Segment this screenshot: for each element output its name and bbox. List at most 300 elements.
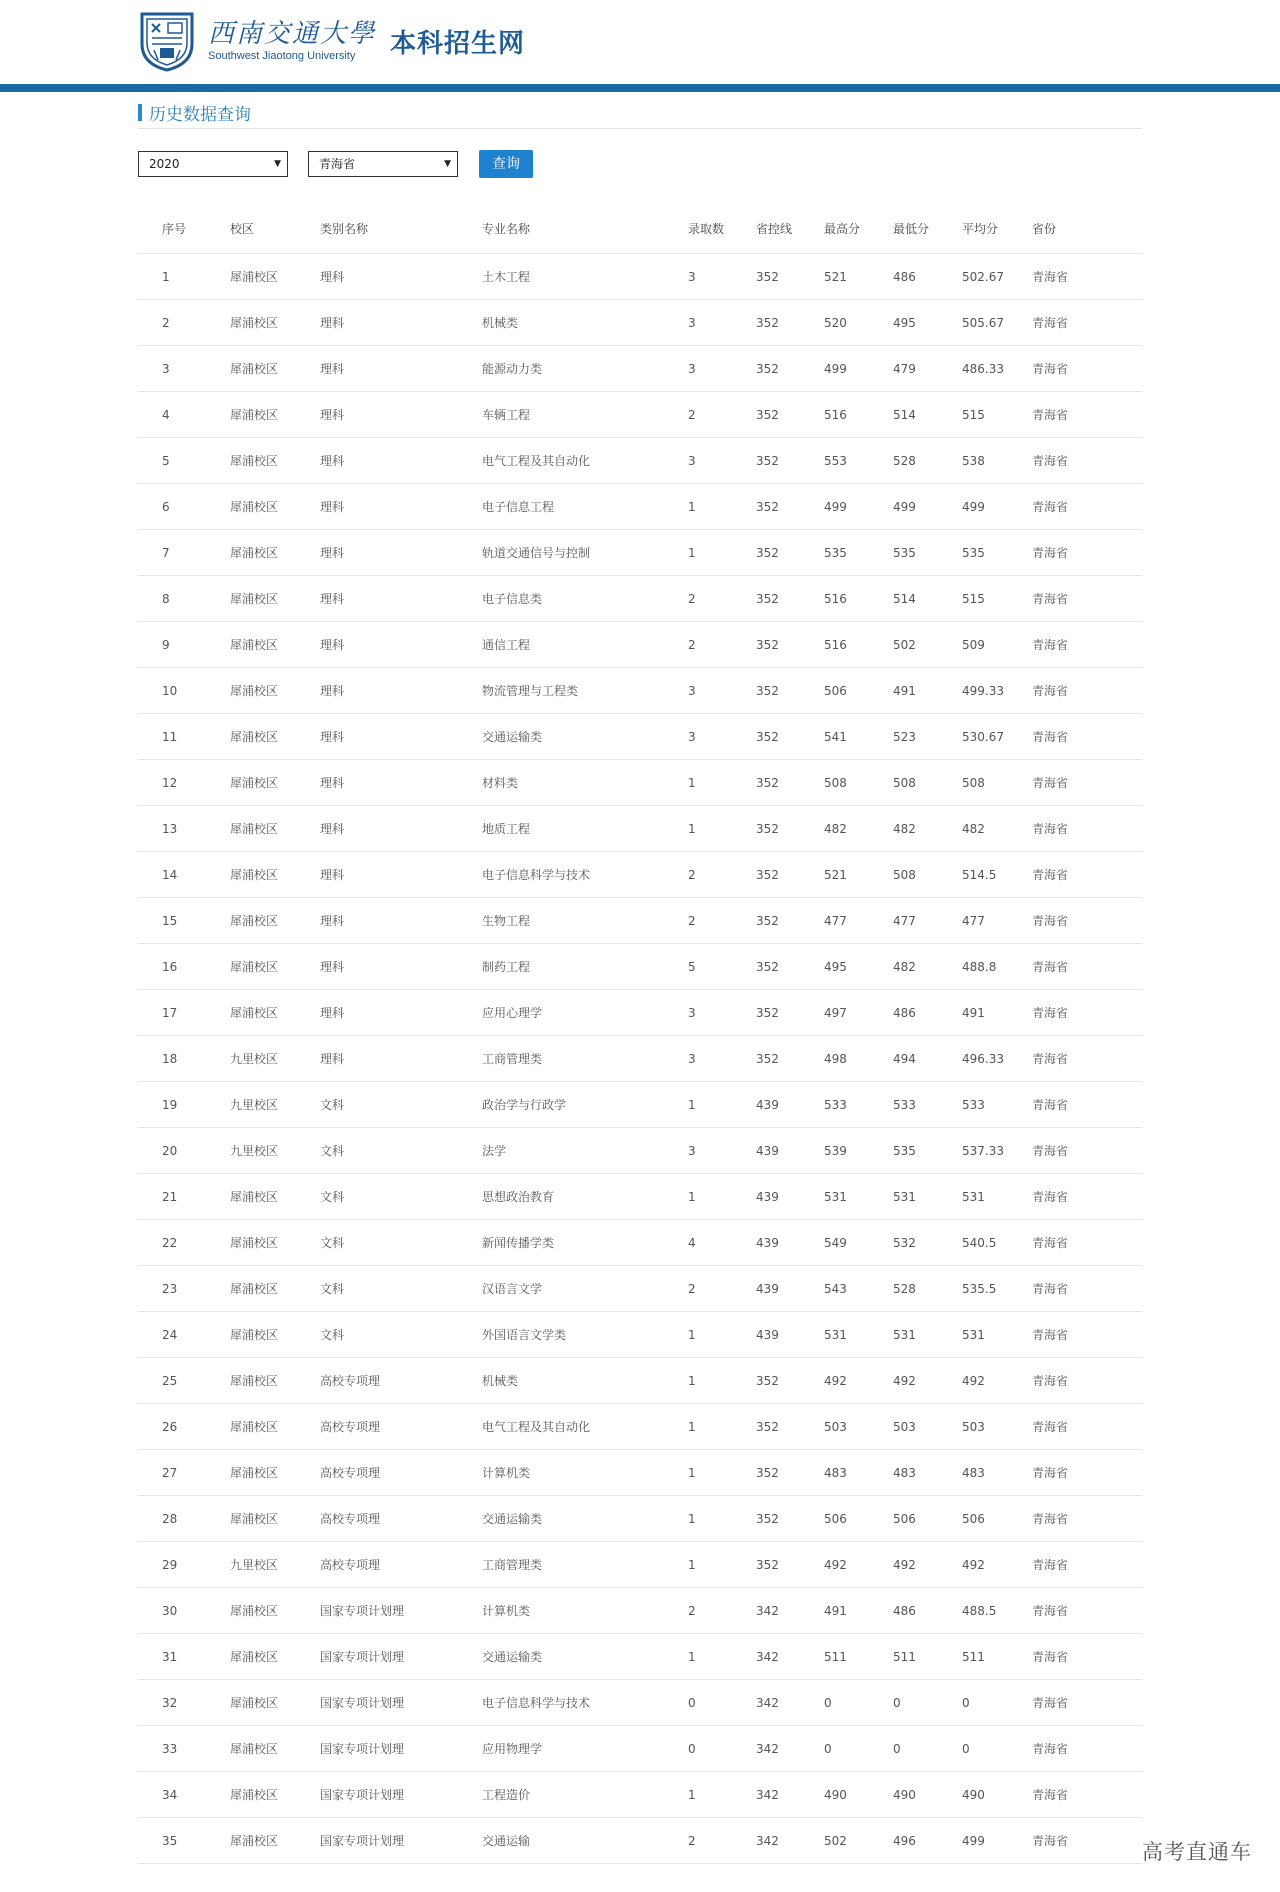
- column-header: 专业名称: [482, 203, 688, 254]
- table-cell: 青海省: [1032, 1220, 1142, 1266]
- table-row: [138, 990, 1142, 1036]
- column-header: 省控线: [756, 203, 824, 254]
- query-button[interactable]: 查询: [479, 150, 533, 178]
- table-cell: 青海省: [1032, 530, 1142, 576]
- table-cell: 502.67: [962, 254, 1032, 300]
- table-cell: 青海省: [1032, 622, 1142, 668]
- table-cell: 352: [756, 1358, 824, 1404]
- table-cell: 交通运输: [482, 1818, 688, 1864]
- table-cell: 2: [688, 1588, 756, 1634]
- triangle-down-icon: ▼: [274, 159, 281, 169]
- table-cell: 犀浦校区: [230, 346, 320, 392]
- table-cell: 342: [756, 1818, 824, 1864]
- table-cell: 553: [824, 438, 893, 484]
- table-cell: 国家专项计划理: [320, 1680, 482, 1726]
- table-cell: 0: [688, 1726, 756, 1772]
- table-cell: 文科: [320, 1128, 482, 1174]
- table-cell: 2: [688, 576, 756, 622]
- table-cell: 理科: [320, 852, 482, 898]
- table-cell: 541: [824, 714, 893, 760]
- table-cell: 犀浦校区: [230, 1220, 320, 1266]
- table-cell: 0: [962, 1680, 1032, 1726]
- table-cell: 530.67: [962, 714, 1032, 760]
- logo-text: [208, 19, 376, 63]
- column-header: 校区: [230, 203, 320, 254]
- table-cell: 506: [824, 1496, 893, 1542]
- table-row: [138, 530, 1142, 576]
- table-cell: 青海省: [1032, 438, 1142, 484]
- table-cell: 477: [962, 898, 1032, 944]
- table-cell: 1: [688, 484, 756, 530]
- table-cell: 20: [138, 1128, 230, 1174]
- table-cell: 342: [756, 1726, 824, 1772]
- table-cell: 犀浦校区: [230, 852, 320, 898]
- table-cell: 机械类: [482, 1358, 688, 1404]
- table-cell: 犀浦校区: [230, 760, 320, 806]
- table-cell: 515: [962, 576, 1032, 622]
- table-cell: 26: [138, 1404, 230, 1450]
- table-cell: 30: [138, 1588, 230, 1634]
- table-cell: 新闻传播学类: [482, 1220, 688, 1266]
- table-cell: 车辆工程: [482, 392, 688, 438]
- table-cell: 理科: [320, 668, 482, 714]
- column-header: 最低分: [893, 203, 962, 254]
- table-cell: 486: [893, 1588, 962, 1634]
- table-cell: 495: [824, 944, 893, 990]
- table-cell: 521: [824, 852, 893, 898]
- table-cell: 2: [688, 1266, 756, 1312]
- table-cell: 理科: [320, 300, 482, 346]
- table-cell: 503: [824, 1404, 893, 1450]
- table-cell: 制药工程: [482, 944, 688, 990]
- table-cell: 521: [824, 254, 893, 300]
- table-cell: 492: [893, 1358, 962, 1404]
- table-cell: 电子信息类: [482, 576, 688, 622]
- table-cell: 352: [756, 484, 824, 530]
- table-cell: 青海省: [1032, 1450, 1142, 1496]
- table-cell: 352: [756, 668, 824, 714]
- table-cell: 533: [962, 1082, 1032, 1128]
- table-cell: 4: [138, 392, 230, 438]
- table-cell: 528: [893, 438, 962, 484]
- table-cell: 青海省: [1032, 806, 1142, 852]
- table-cell: 477: [893, 898, 962, 944]
- table-cell: 543: [824, 1266, 893, 1312]
- table-cell: 352: [756, 530, 824, 576]
- table-cell: 青海省: [1032, 852, 1142, 898]
- table-row: [138, 852, 1142, 898]
- table-cell: 533: [893, 1082, 962, 1128]
- table-cell: 0: [688, 1680, 756, 1726]
- table-cell: 499: [893, 484, 962, 530]
- table-cell: 青海省: [1032, 1726, 1142, 1772]
- table-cell: 508: [824, 760, 893, 806]
- table-cell: 506: [824, 668, 893, 714]
- table-cell: 应用物理学: [482, 1726, 688, 1772]
- column-header: 类别名称: [320, 203, 482, 254]
- table-cell: 青海省: [1032, 1174, 1142, 1220]
- table-cell: 486: [893, 990, 962, 1036]
- table-cell: 犀浦校区: [230, 1680, 320, 1726]
- table-cell: 3: [688, 1128, 756, 1174]
- table-cell: 439: [756, 1266, 824, 1312]
- section-header: [138, 96, 1142, 129]
- table-row: [138, 1818, 1142, 1864]
- table-cell: 509: [962, 622, 1032, 668]
- table-cell: 1: [688, 1542, 756, 1588]
- table-cell: 青海省: [1032, 1542, 1142, 1588]
- table-cell: 理科: [320, 806, 482, 852]
- table-row: [138, 1634, 1142, 1680]
- table-cell: 理科: [320, 1036, 482, 1082]
- table-row: [138, 898, 1142, 944]
- table-cell: 青海省: [1032, 760, 1142, 806]
- table-cell: 电子信息工程: [482, 484, 688, 530]
- table-cell: 8: [138, 576, 230, 622]
- table-row: [138, 1358, 1142, 1404]
- table-cell: 32: [138, 1680, 230, 1726]
- table-cell: 439: [756, 1082, 824, 1128]
- table-cell: 490: [962, 1772, 1032, 1818]
- table-row: [138, 576, 1142, 622]
- table-cell: 514: [893, 576, 962, 622]
- table-cell: 535: [962, 530, 1032, 576]
- table-cell: 482: [893, 806, 962, 852]
- table-cell: 499: [824, 346, 893, 392]
- table-cell: 青海省: [1032, 300, 1142, 346]
- table-cell: 439: [756, 1312, 824, 1358]
- table-cell: 479: [893, 346, 962, 392]
- table-cell: 犀浦校区: [230, 668, 320, 714]
- table-row: [138, 1220, 1142, 1266]
- table-row: [138, 484, 1142, 530]
- table-cell: 523: [893, 714, 962, 760]
- table-cell: 1: [138, 254, 230, 300]
- province-select-value: 青海省: [319, 157, 356, 171]
- table-cell: 犀浦校区: [230, 1588, 320, 1634]
- table-cell: 理科: [320, 530, 482, 576]
- table-cell: 青海省: [1032, 1588, 1142, 1634]
- table-cell: 477: [824, 898, 893, 944]
- title-marker-icon: [138, 104, 142, 121]
- table-cell: 青海省: [1032, 944, 1142, 990]
- table-cell: 352: [756, 346, 824, 392]
- column-header: 最高分: [824, 203, 893, 254]
- table-cell: 492: [962, 1358, 1032, 1404]
- table-cell: 483: [893, 1450, 962, 1496]
- table-cell: 14: [138, 852, 230, 898]
- section-title: 历史数据查询: [149, 104, 251, 125]
- table-cell: 531: [824, 1174, 893, 1220]
- table-cell: 19: [138, 1082, 230, 1128]
- table-cell: 犀浦校区: [230, 622, 320, 668]
- table-cell: 497: [824, 990, 893, 1036]
- table-cell: 531: [893, 1312, 962, 1358]
- table-cell: 3: [688, 300, 756, 346]
- table-cell: 3: [688, 990, 756, 1036]
- table-row: [138, 1726, 1142, 1772]
- table-cell: 犀浦校区: [230, 898, 320, 944]
- table-cell: 502: [824, 1818, 893, 1864]
- table-cell: 531: [962, 1174, 1032, 1220]
- table-cell: 511: [824, 1634, 893, 1680]
- table-cell: 506: [893, 1496, 962, 1542]
- table-row: [138, 438, 1142, 484]
- table-row: [138, 1174, 1142, 1220]
- university-logo[interactable]: [138, 10, 525, 72]
- table-cell: 犀浦校区: [230, 1266, 320, 1312]
- table-cell: 青海省: [1032, 484, 1142, 530]
- province-select[interactable]: [308, 151, 458, 177]
- main-content: [138, 96, 1142, 1848]
- table-cell: 2: [688, 898, 756, 944]
- table-cell: 533: [824, 1082, 893, 1128]
- table-row: [138, 944, 1142, 990]
- table-cell: 犀浦校区: [230, 1496, 320, 1542]
- table-row: [138, 760, 1142, 806]
- table-cell: 犀浦校区: [230, 300, 320, 346]
- table-cell: 1: [688, 1634, 756, 1680]
- table-cell: 342: [756, 1680, 824, 1726]
- table-row: [138, 1266, 1142, 1312]
- table-cell: 488.8: [962, 944, 1032, 990]
- table-row: [138, 346, 1142, 392]
- table-cell: 1: [688, 1174, 756, 1220]
- table-row: [138, 1312, 1142, 1358]
- table-cell: 电子信息科学与技术: [482, 852, 688, 898]
- table-cell: 文科: [320, 1220, 482, 1266]
- table-cell: 理科: [320, 760, 482, 806]
- table-cell: 犀浦校区: [230, 438, 320, 484]
- table-cell: 生物工程: [482, 898, 688, 944]
- table-cell: 516: [824, 622, 893, 668]
- table-cell: 1: [688, 1082, 756, 1128]
- table-cell: 491: [962, 990, 1032, 1036]
- table-cell: 1: [688, 1404, 756, 1450]
- table-cell: 11: [138, 714, 230, 760]
- table-cell: 0: [893, 1726, 962, 1772]
- table-cell: 电子信息科学与技术: [482, 1680, 688, 1726]
- table-cell: 515: [962, 392, 1032, 438]
- column-header: 平均分: [962, 203, 1032, 254]
- table-cell: 轨道交通信号与控制: [482, 530, 688, 576]
- table-cell: 理科: [320, 254, 482, 300]
- table-cell: 342: [756, 1634, 824, 1680]
- table-cell: 青海省: [1032, 1266, 1142, 1312]
- table-cell: 高校专项理: [320, 1450, 482, 1496]
- table-cell: 机械类: [482, 300, 688, 346]
- table-cell: 528: [893, 1266, 962, 1312]
- table-cell: 540.5: [962, 1220, 1032, 1266]
- table-row: [138, 1404, 1142, 1450]
- table-cell: 531: [893, 1174, 962, 1220]
- table-row: [138, 1772, 1142, 1818]
- table-cell: 352: [756, 438, 824, 484]
- table-cell: 492: [893, 1542, 962, 1588]
- table-cell: 499: [824, 484, 893, 530]
- table-cell: 犀浦校区: [230, 1404, 320, 1450]
- table-cell: 25: [138, 1358, 230, 1404]
- table-cell: 352: [756, 1496, 824, 1542]
- table-cell: 491: [893, 668, 962, 714]
- table-cell: 计算机类: [482, 1588, 688, 1634]
- table-cell: 2: [688, 622, 756, 668]
- university-emblem-icon: [138, 10, 196, 72]
- table-cell: 犀浦校区: [230, 254, 320, 300]
- table-cell: 理科: [320, 484, 482, 530]
- table-cell: 352: [756, 1542, 824, 1588]
- table-cell: 1: [688, 1358, 756, 1404]
- triangle-down-icon: ▼: [444, 159, 451, 169]
- table-cell: 犀浦校区: [230, 944, 320, 990]
- table-cell: 理科: [320, 392, 482, 438]
- table-cell: 文科: [320, 1266, 482, 1312]
- table-cell: 犀浦校区: [230, 1450, 320, 1496]
- table-cell: 352: [756, 1036, 824, 1082]
- table-row: [138, 1036, 1142, 1082]
- column-header: 录取数: [688, 203, 756, 254]
- table-cell: 34: [138, 1772, 230, 1818]
- table-cell: 青海省: [1032, 392, 1142, 438]
- table-cell: 531: [824, 1312, 893, 1358]
- table-cell: 7: [138, 530, 230, 576]
- table-cell: 思想政治教育: [482, 1174, 688, 1220]
- table-cell: 国家专项计划理: [320, 1818, 482, 1864]
- table-cell: 计算机类: [482, 1450, 688, 1496]
- table-cell: 439: [756, 1174, 824, 1220]
- table-cell: 青海省: [1032, 576, 1142, 622]
- table-cell: 508: [893, 760, 962, 806]
- table-row: [138, 668, 1142, 714]
- table-row: [138, 1082, 1142, 1128]
- table-cell: 理科: [320, 346, 482, 392]
- table-cell: 491: [824, 1588, 893, 1634]
- table-cell: 21: [138, 1174, 230, 1220]
- table-cell: 青海省: [1032, 1036, 1142, 1082]
- table-cell: 10: [138, 668, 230, 714]
- table-cell: 13: [138, 806, 230, 852]
- table-cell: 理科: [320, 990, 482, 1036]
- table-cell: 508: [893, 852, 962, 898]
- table-row: [138, 1588, 1142, 1634]
- table-cell: 犀浦校区: [230, 1726, 320, 1772]
- table-cell: 青海省: [1032, 898, 1142, 944]
- table-cell: 3: [688, 254, 756, 300]
- table-cell: 地质工程: [482, 806, 688, 852]
- table-cell: 国家专项计划理: [320, 1634, 482, 1680]
- table-cell: 352: [756, 990, 824, 1036]
- table-cell: 青海省: [1032, 1818, 1142, 1864]
- table-cell: 511: [893, 1634, 962, 1680]
- table-cell: 508: [962, 760, 1032, 806]
- table-cell: 516: [824, 392, 893, 438]
- table-cell: 495: [893, 300, 962, 346]
- table-cell: 483: [824, 1450, 893, 1496]
- table-cell: 2: [688, 392, 756, 438]
- table-cell: 342: [756, 1588, 824, 1634]
- table-cell: 539: [824, 1128, 893, 1174]
- table-cell: 490: [824, 1772, 893, 1818]
- table-cell: 514.5: [962, 852, 1032, 898]
- table-cell: 1: [688, 1312, 756, 1358]
- table-cell: 犀浦校区: [230, 1174, 320, 1220]
- table-cell: 532: [893, 1220, 962, 1266]
- table-cell: 15: [138, 898, 230, 944]
- table-cell: 国家专项计划理: [320, 1726, 482, 1772]
- table-cell: 492: [824, 1542, 893, 1588]
- table-cell: 电气工程及其自动化: [482, 1404, 688, 1450]
- table-cell: 犀浦校区: [230, 530, 320, 576]
- table-cell: 交通运输类: [482, 1634, 688, 1680]
- table-cell: 23: [138, 1266, 230, 1312]
- table-cell: 342: [756, 1772, 824, 1818]
- table-cell: 犀浦校区: [230, 392, 320, 438]
- column-header: 省份: [1032, 203, 1142, 254]
- table-cell: 549: [824, 1220, 893, 1266]
- table-cell: 高校专项理: [320, 1358, 482, 1404]
- table-row: [138, 392, 1142, 438]
- table-cell: 496.33: [962, 1036, 1032, 1082]
- table-cell: 高校专项理: [320, 1496, 482, 1542]
- table-cell: 494: [893, 1036, 962, 1082]
- table-cell: 535.5: [962, 1266, 1032, 1312]
- logo-english-name: Southwest Jiaotong University: [208, 50, 356, 62]
- table-cell: 应用心理学: [482, 990, 688, 1036]
- table-cell: 犀浦校区: [230, 576, 320, 622]
- year-select[interactable]: [138, 151, 288, 177]
- table-cell: 工程造价: [482, 1772, 688, 1818]
- table-cell: 352: [756, 392, 824, 438]
- table-row: [138, 1128, 1142, 1174]
- table-cell: 青海省: [1032, 1128, 1142, 1174]
- table-cell: 352: [756, 944, 824, 990]
- table-cell: 24: [138, 1312, 230, 1358]
- table-cell: 1: [688, 1450, 756, 1496]
- table-cell: 12: [138, 760, 230, 806]
- table-cell: 31: [138, 1634, 230, 1680]
- table-cell: 16: [138, 944, 230, 990]
- table-cell: 理科: [320, 714, 482, 760]
- table-row: [138, 1496, 1142, 1542]
- table-cell: 531: [962, 1312, 1032, 1358]
- table-cell: 352: [756, 1450, 824, 1496]
- table-cell: 青海省: [1032, 1634, 1142, 1680]
- table-cell: 犀浦校区: [230, 714, 320, 760]
- table-row: [138, 1680, 1142, 1726]
- table-cell: 0: [824, 1680, 893, 1726]
- table-cell: 青海省: [1032, 1772, 1142, 1818]
- filter-bar: [138, 150, 533, 178]
- table-cell: 538: [962, 438, 1032, 484]
- table-cell: 27: [138, 1450, 230, 1496]
- table-cell: 486: [893, 254, 962, 300]
- table-cell: 理科: [320, 898, 482, 944]
- table-cell: 486.33: [962, 346, 1032, 392]
- table-cell: 514: [893, 392, 962, 438]
- table-cell: 2: [688, 852, 756, 898]
- table-cell: 文科: [320, 1174, 482, 1220]
- table-cell: 482: [893, 944, 962, 990]
- table-cell: 503: [893, 1404, 962, 1450]
- table-cell: 电气工程及其自动化: [482, 438, 688, 484]
- table-cell: 352: [756, 760, 824, 806]
- table-cell: 青海省: [1032, 346, 1142, 392]
- table-cell: 九里校区: [230, 1082, 320, 1128]
- header-divider-bar: [0, 84, 1280, 92]
- table-cell: 490: [893, 1772, 962, 1818]
- table-cell: 18: [138, 1036, 230, 1082]
- table-cell: 能源动力类: [482, 346, 688, 392]
